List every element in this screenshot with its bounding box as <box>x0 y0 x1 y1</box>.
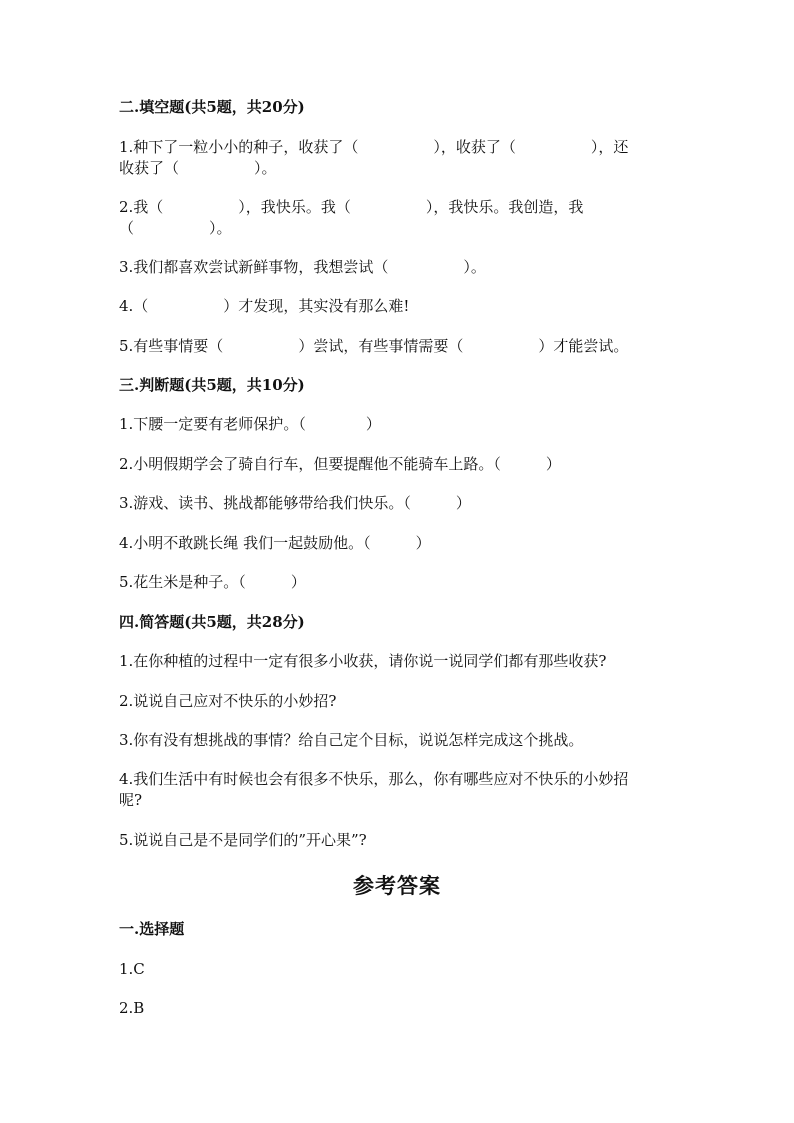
question-text: 1.在你种植的过程中一定有很多小收获，请你说一说同学们都有那些收获? <box>119 652 607 670</box>
question-text: 2.小明假期学会了骑自行车，但要提醒他不能骑车上路。（ ） <box>119 455 561 473</box>
question-text: 2.说说自己应对不快乐的小妙招? <box>119 692 337 710</box>
section-heading-fill-in-blank: 二.填空题(共5题，共20分) <box>119 98 305 116</box>
section-heading-short-answer: 四.简答题(共5题，共28分) <box>119 613 305 631</box>
question-text: 4.（ ）才发现，其实没有那么难! <box>119 297 410 315</box>
question-text: 收获了（ ）。 <box>119 159 277 177</box>
answer-key-title: 参考答案 <box>353 873 441 898</box>
question-text: 3.我们都喜欢尝试新鲜事物，我想尝试（ ）。 <box>119 258 486 276</box>
question-text: 2.我（ ），我快乐。我（ ），我快乐。我创造，我 <box>119 198 584 216</box>
question-text: 3.游戏、读书、挑战都能够带给我们快乐。（ ） <box>119 494 471 512</box>
question-text: 5.花生米是种子。（ ） <box>119 573 306 591</box>
question-text: 5.有些事情要（ ）尝试，有些事情需要（ ）才能尝试。 <box>119 337 629 355</box>
question-text: 呢? <box>119 791 143 809</box>
question-text: 3.你有没有想挑战的事情？给自己定个目标，说说怎样完成这个挑战。 <box>119 731 584 749</box>
question-text: 1.下腰一定要有老师保护。（ ） <box>119 415 381 433</box>
question-text: （ ）。 <box>119 219 232 237</box>
question-text: 5.说说自己是不是同学们的”开心果”? <box>119 831 367 849</box>
answer-text: 1.C <box>119 960 145 978</box>
section-heading-true-false: 三.判断题(共5题，共10分) <box>119 376 305 394</box>
question-text: 4.我们生活中有时候也会有很多不快乐，那么，你有哪些应对不快乐的小妙招 <box>119 770 629 788</box>
question-text: 4.小明不敢跳长绳 我们一起鼓励他。（ ） <box>119 534 431 552</box>
section-heading-multiple-choice: 一.选择题 <box>119 920 185 938</box>
question-text: 1.种下了一粒小小的种子，收获了（ ），收获了（ ），还 <box>119 138 629 156</box>
answer-text: 2.B <box>119 999 145 1017</box>
